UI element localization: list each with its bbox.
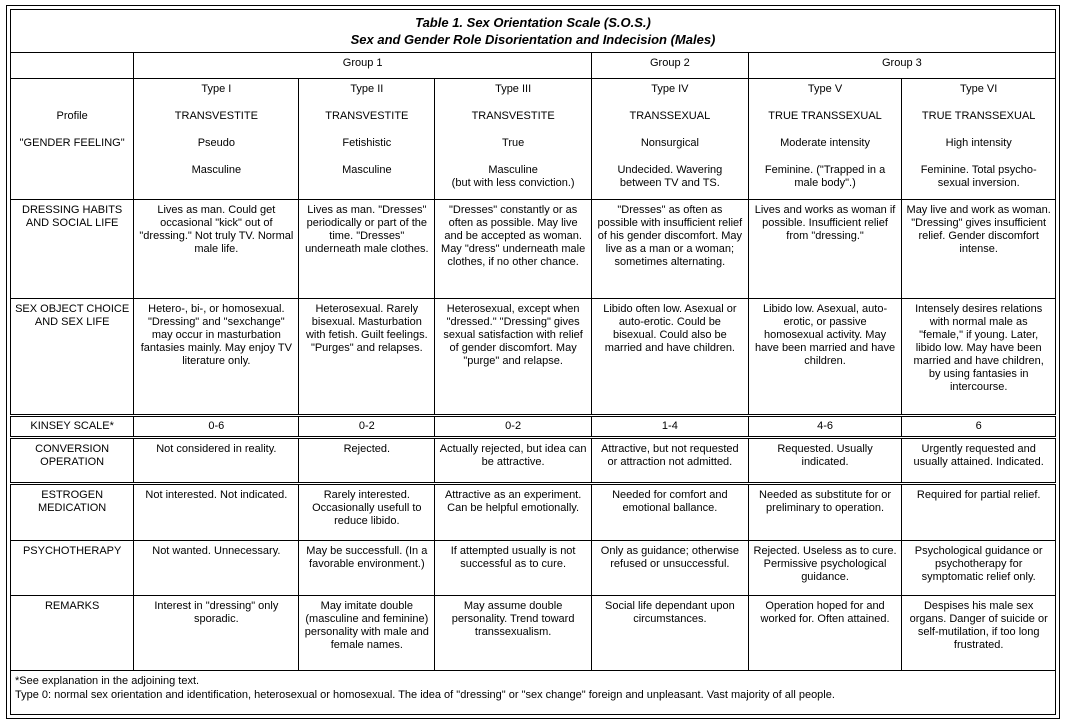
type-subtype: True xyxy=(502,137,525,150)
cell-profile-type2 xyxy=(299,79,435,200)
type-category: TRUE TRANSSEXUAL xyxy=(921,110,1036,123)
cell: Rarely interested. Occasionally usefull to reduce libido. xyxy=(299,484,435,540)
row-label-estrogen-medication: ESTROGEN MEDICATION xyxy=(11,484,134,540)
cell: "Dresses" as often as possible with insufficient relief of his gender discomfort. May live as a man or a woman; sometimes alternating. xyxy=(592,200,749,299)
cell-profile-type5 xyxy=(748,79,902,200)
gender-feeling-label: "GENDER FEELING" xyxy=(19,137,125,150)
table-title-line2: Sex and Gender Role Disorientation and Indecision (Males) xyxy=(350,32,716,48)
table-row-psychotherapy xyxy=(11,540,1056,595)
title-row xyxy=(11,10,1056,53)
sos-table xyxy=(10,9,1056,715)
type-subtype: High intensity xyxy=(945,137,1012,150)
cell: Psychological guidance or psychotherapy for symptomatic relief only. xyxy=(902,540,1056,595)
type-name: Type I xyxy=(201,83,232,96)
cell: Operation hoped for and worked for. Often attained. xyxy=(748,596,902,671)
type-feeling: Feminine. ("Trapped in a male body".) xyxy=(764,164,886,190)
footnote-row xyxy=(11,670,1056,714)
type-subtype: Nonsurgical xyxy=(640,137,699,150)
cell: Only as guidance; otherwise refused or unsuccessful. xyxy=(592,540,749,595)
spacer xyxy=(15,83,129,110)
table-outer-frame xyxy=(6,5,1060,719)
cell: Rejected. Useless as to cure. Permissive psychological guidance. xyxy=(748,540,902,595)
type-feeling2: (but with less conviction.) xyxy=(451,177,575,190)
cell: Heterosexual. Rarely bisexual. Masturbation with fetish. Guilt feelings. "Purges" and relapses. xyxy=(299,299,435,416)
table-row-sex-object-choice xyxy=(11,299,1056,416)
cell: Rejected. xyxy=(299,437,435,483)
type-category: TRANSVESTITE xyxy=(325,110,409,123)
row-label-psychotherapy: PSYCHOTHERAPY xyxy=(11,540,134,595)
type-feeling: Masculine xyxy=(342,164,392,177)
row-label-sex-object-choice: SEX OBJECT CHOICE AND SEX LIFE xyxy=(11,299,134,416)
cell: May assume double personality. Trend toward transsexualism. xyxy=(435,596,592,671)
table-row-dressing-habits xyxy=(11,200,1056,299)
row-label-conversion-operation: CONVERSION OPERATION xyxy=(11,437,134,483)
row-label-kinsey-scale: KINSEY SCALE* xyxy=(11,415,134,437)
type-category: TRANSSEXUAL xyxy=(629,110,711,123)
type-feeling: Masculine xyxy=(191,164,242,177)
type-name: Type III xyxy=(495,83,532,96)
type-category: TRANSVESTITE xyxy=(471,110,555,123)
profile-label: Profile xyxy=(56,110,88,123)
type-name: Type IV xyxy=(651,83,689,96)
cell: Interest in "dressing" only sporadic. xyxy=(134,596,299,671)
table-row-estrogen-medication xyxy=(11,484,1056,540)
row-label-profile xyxy=(11,79,134,200)
cell-profile-type1 xyxy=(134,79,299,200)
cell: If attempted usually is not successful as to cure. xyxy=(435,540,592,595)
group-header-empty-cell xyxy=(11,53,134,79)
cell: May live and work as woman. "Dressing" gives insufficient relief. Gender discomfort intense. xyxy=(902,200,1056,299)
row-label-remarks: REMARKS xyxy=(11,596,134,671)
footnote-line2: Type 0: normal sex orientation and identification, heterosexual or homosexual. The idea of "dressing" or "sex change" foreign and unpleasant. Vast majority of all people. xyxy=(15,688,835,701)
cell: 6 xyxy=(902,415,1056,437)
type-subtype: Moderate intensity xyxy=(780,137,870,150)
cell: Attractive as an experiment. Can be helpful emotionally. xyxy=(435,484,592,540)
cell: Not considered in reality. xyxy=(134,437,299,483)
type-feeling: Undecided. Wavering between TV and TS. xyxy=(617,164,723,190)
table-row-conversion-operation xyxy=(11,437,1056,483)
row-label-dressing-habits: DRESSING HABITS AND SOCIAL LIFE xyxy=(11,200,134,299)
cell: Lives as man. "Dresses" periodically or part of the time. "Dresses" underneath male clothes. xyxy=(299,200,435,299)
footnote-line1: *See explanation in the adjoining text. xyxy=(15,674,200,687)
type-category: TRANSVESTITE xyxy=(174,110,258,123)
table-row-kinsey-scale xyxy=(11,415,1056,437)
cell: Urgently requested and usually attained. Indicated. xyxy=(902,437,1056,483)
cell: Not wanted. Unnecessary. xyxy=(134,540,299,595)
type-feeling: Masculine xyxy=(488,164,538,177)
cell: Actually rejected, but idea can be attractive. xyxy=(435,437,592,483)
type-name: Type II xyxy=(350,83,384,96)
profile-row xyxy=(11,79,1056,200)
cell: Hetero-, bi-, or homosexual. "Dressing" and "sexchange" may occur in masturbation fantasies mainly. May enjoy TV literature only. xyxy=(134,299,299,416)
group-header-row xyxy=(11,53,1056,79)
cell: Attractive, but not requested or attraction not admitted. xyxy=(592,437,749,483)
group3-header: Group 3 xyxy=(748,53,1055,79)
footnote-cell xyxy=(11,670,1056,714)
cell: Social life dependant upon circumstances. xyxy=(592,596,749,671)
type-subtype: Pseudo xyxy=(197,137,235,150)
cell: Libido low. Asexual, auto-erotic, or passive homosexual activity. May have been married and have children. xyxy=(748,299,902,416)
cell: Libido often low. Asexual or auto-erotic. Could be bisexual. Could also be married and have children. xyxy=(592,299,749,416)
cell-profile-type3 xyxy=(435,79,592,200)
cell: Required for partial relief. xyxy=(902,484,1056,540)
cell: Lives and works as woman if possible. Insufficient relief from "dressing." xyxy=(748,200,902,299)
cell: 1-4 xyxy=(592,415,749,437)
type-name: Type VI xyxy=(960,83,998,96)
table-title xyxy=(11,10,1056,53)
cell: 0-6 xyxy=(134,415,299,437)
cell-profile-type6 xyxy=(902,79,1056,200)
cell: "Dresses" constantly or as often as possible. May live and be accepted as woman. May "dress" underneath male clothes, if no other chance. xyxy=(435,200,592,299)
cell-profile-type4 xyxy=(592,79,749,200)
type-name: Type V xyxy=(807,83,843,96)
cell: Needed for comfort and emotional ballance. xyxy=(592,484,749,540)
cell: Needed as substitute for or preliminary to operation. xyxy=(748,484,902,540)
cell: May be successfull. (In a favorable environment.) xyxy=(299,540,435,595)
cell: Requested. Usually indicated. xyxy=(748,437,902,483)
table-row-remarks xyxy=(11,596,1056,671)
cell: Intensely desires relations with normal male as "female," if young. Later, libido low. May have been married and have children, by using fantasies in intercourse. xyxy=(902,299,1056,416)
cell: Not interested. Not indicated. xyxy=(134,484,299,540)
cell: Lives as man. Could get occasional "kick" out of "dressing." Not truly TV. Normal male life. xyxy=(134,200,299,299)
cell: Despises his male sex organs. Danger of suicide or self-mutilation, if too long frustrated. xyxy=(902,596,1056,671)
type-subtype: Fetishistic xyxy=(342,137,392,150)
cell: Heterosexual, except when "dressed." "Dressing" gives sexual satisfaction with relief of gender discomfort. May "purge" and relapse. xyxy=(435,299,592,416)
group2-header: Group 2 xyxy=(592,53,749,79)
type-category: TRUE TRANSSEXUAL xyxy=(768,110,882,123)
group1-header: Group 1 xyxy=(134,53,592,79)
cell: May imitate double (masculine and feminine) personality with male and female names. xyxy=(299,596,435,671)
cell: 0-2 xyxy=(435,415,592,437)
cell: 0-2 xyxy=(299,415,435,437)
table-title-line1: Table 1. Sex Orientation Scale (S.O.S.) xyxy=(415,15,651,31)
type-feeling: Feminine. Total psycho-sexual inversion. xyxy=(920,164,1037,190)
cell: 4-6 xyxy=(748,415,902,437)
